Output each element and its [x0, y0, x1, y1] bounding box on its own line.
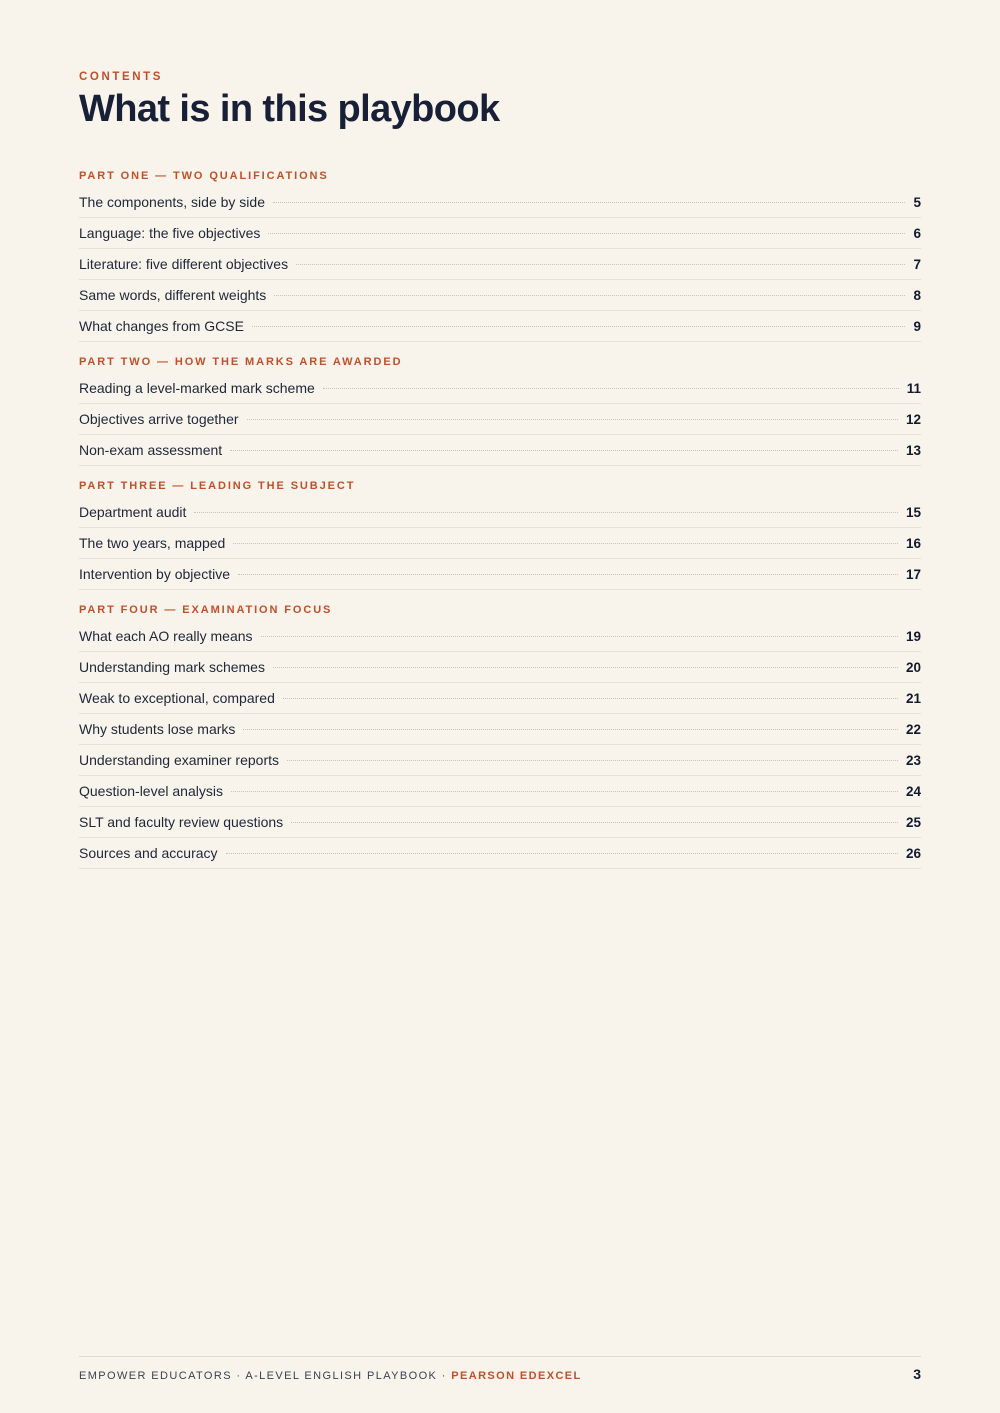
- toc-entry-label: Intervention by objective: [79, 566, 230, 582]
- toc-entry-page: 17: [905, 567, 921, 582]
- dot-leader: [261, 636, 898, 637]
- section-heading: PART TWO — HOW THE MARKS ARE AWARDED: [79, 356, 403, 368]
- toc-entry-label: Sources and accuracy: [79, 845, 218, 861]
- contents-page: [79, 0, 921, 1413]
- dot-leader: [252, 326, 906, 327]
- toc-entry[interactable]: [79, 497, 921, 528]
- dot-leader: [238, 574, 898, 575]
- toc-entry[interactable]: [79, 807, 921, 838]
- toc-entry-page: 15: [905, 505, 921, 520]
- toc-entry-page: 7: [913, 257, 921, 272]
- dot-leader: [243, 729, 898, 730]
- toc-entry[interactable]: [79, 683, 921, 714]
- dot-leader: [194, 512, 898, 513]
- toc-entry-label: Language: the five objectives: [79, 225, 261, 241]
- toc-entry-page: 20: [905, 660, 921, 675]
- toc-entry[interactable]: [79, 559, 921, 590]
- contents-kicker: CONTENTS: [79, 71, 164, 83]
- toc-section-part-two: [79, 356, 921, 466]
- page-footer: [79, 1356, 921, 1382]
- toc-entry-page: 13: [905, 443, 921, 458]
- toc-entry-page: 25: [905, 815, 921, 830]
- toc-section-part-four: [79, 604, 921, 869]
- toc-entry[interactable]: [79, 249, 921, 280]
- dot-leader: [283, 698, 898, 699]
- toc-entry[interactable]: [79, 280, 921, 311]
- dot-leader: [287, 760, 898, 761]
- dot-leader: [226, 853, 898, 854]
- toc-entry[interactable]: [79, 218, 921, 249]
- toc-entry-page: 21: [905, 691, 921, 706]
- toc-entry-label: Reading a level-marked mark scheme: [79, 380, 315, 396]
- table-of-contents: [79, 170, 921, 883]
- toc-entry-page: 8: [913, 288, 921, 303]
- footer-credit: [79, 1370, 582, 1382]
- toc-entry[interactable]: [79, 838, 921, 869]
- section-heading: PART ONE — TWO QUALIFICATIONS: [79, 170, 329, 182]
- toc-entry[interactable]: [79, 621, 921, 652]
- toc-entry-label: Weak to exceptional, compared: [79, 690, 275, 706]
- dot-leader: [231, 791, 898, 792]
- toc-section-part-three: [79, 480, 921, 590]
- toc-entry-label: Objectives arrive together: [79, 411, 239, 427]
- toc-entry-page: 26: [905, 846, 921, 861]
- footer-brand: PEARSON EDEXCEL: [451, 1370, 582, 1382]
- toc-entry[interactable]: [79, 528, 921, 559]
- toc-entry-page: 23: [905, 753, 921, 768]
- toc-entry-label: Same words, different weights: [79, 287, 267, 303]
- toc-entry-page: 12: [905, 412, 921, 427]
- toc-entry-label: The two years, mapped: [79, 535, 226, 551]
- dot-leader: [274, 295, 905, 296]
- toc-entry[interactable]: [79, 745, 921, 776]
- toc-entry[interactable]: [79, 373, 921, 404]
- toc-entry-label: Department audit: [79, 504, 187, 520]
- toc-entry-page: 16: [905, 536, 921, 551]
- toc-entry[interactable]: [79, 311, 921, 342]
- dot-leader: [273, 202, 905, 203]
- toc-section-part-one: [79, 170, 921, 342]
- section-heading: PART THREE — LEADING THE SUBJECT: [79, 480, 356, 492]
- toc-entry-page: 11: [906, 381, 921, 396]
- toc-entry-label: Question-level analysis: [79, 783, 223, 799]
- dot-leader: [291, 822, 898, 823]
- dot-leader: [296, 264, 905, 265]
- toc-entry-label: Understanding mark schemes: [79, 659, 265, 675]
- toc-entry-label: Why students lose marks: [79, 721, 236, 737]
- toc-entry[interactable]: [79, 187, 921, 218]
- toc-entry[interactable]: [79, 776, 921, 807]
- section-heading: PART FOUR — EXAMINATION FOCUS: [79, 604, 333, 616]
- toc-entry[interactable]: [79, 714, 921, 745]
- toc-entry-label: Non-exam assessment: [79, 442, 223, 458]
- toc-entry-page: 22: [905, 722, 921, 737]
- toc-entry-label: What changes from GCSE: [79, 318, 244, 334]
- toc-entry-page: 5: [913, 195, 921, 210]
- footer-page-number: 3: [913, 1366, 921, 1382]
- page-title: What is in this playbook: [79, 88, 500, 130]
- toc-entry-label: Understanding examiner reports: [79, 752, 279, 768]
- dot-leader: [230, 450, 898, 451]
- toc-entry-label: SLT and faculty review questions: [79, 814, 284, 830]
- dot-leader: [273, 667, 898, 668]
- dot-leader: [247, 419, 898, 420]
- toc-entry-label: The components, side by side: [79, 194, 265, 210]
- footer-series-text: EMPOWER EDUCATORS · A-LEVEL ENGLISH PLAYBOOK ·: [79, 1370, 452, 1382]
- toc-entry[interactable]: [79, 404, 921, 435]
- toc-entry-page: 9: [913, 319, 921, 334]
- dot-leader: [323, 388, 899, 389]
- toc-entry-page: 6: [913, 226, 921, 241]
- dot-leader: [268, 233, 905, 234]
- toc-entry-page: 19: [905, 629, 921, 644]
- toc-entry-page: 24: [905, 784, 921, 799]
- toc-entry[interactable]: [79, 652, 921, 683]
- dot-leader: [233, 543, 898, 544]
- toc-entry-label: What each AO really means: [79, 628, 253, 644]
- toc-entry-label: Literature: five different objectives: [79, 256, 289, 272]
- toc-entry[interactable]: [79, 435, 921, 466]
